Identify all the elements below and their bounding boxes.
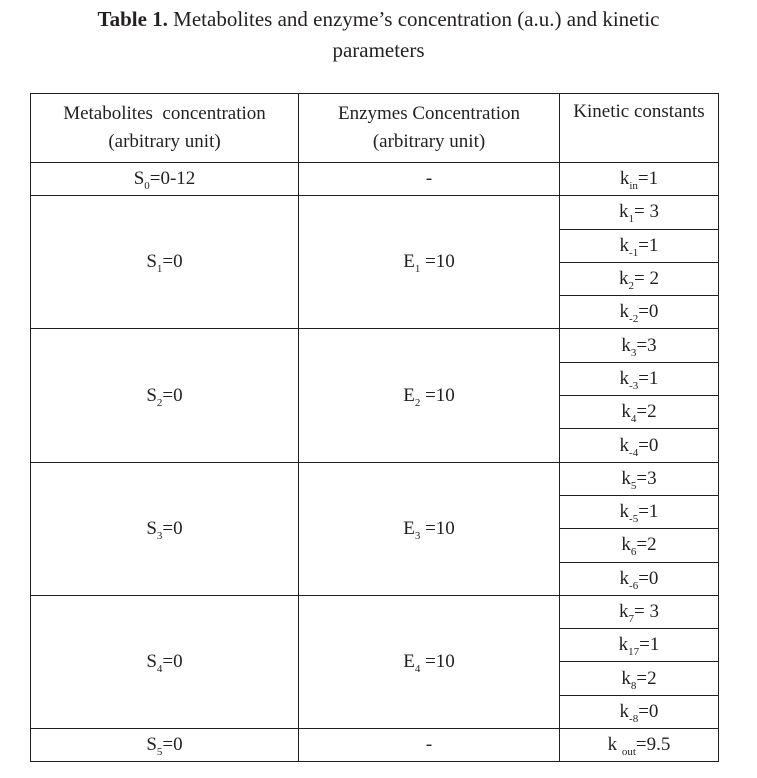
enzyme-s4-base: E [403,650,415,672]
kinetic-constant-s5-0-subscript: out [621,746,636,759]
kinetic-cell [560,662,719,695]
kinetic-constant-s1-3-value: =0 [638,301,659,323]
table-row [31,196,719,229]
kinetic-constant-s4-1-value: =1 [639,634,660,656]
kinetic-constant-s2-0-subscript: 3 [630,346,637,359]
kinetic-cell [560,262,719,295]
kinetic-constant-s0-0-subscript: in [629,180,638,193]
metabolite-cell [31,729,299,762]
kinetic-constant-s3-1-subscript: -5 [629,513,639,526]
enzyme-s3 [403,518,455,540]
metabolite-s3-value: =0 [162,517,183,539]
enzyme-s1-value: =10 [420,251,455,273]
kinetic-constant-s2-3-value: =0 [638,434,659,456]
kinetic-constant-s3-2-base: k [621,534,631,556]
kinetic-cell [560,629,719,662]
kinetic-cell [560,296,719,329]
kinetic-cell [560,729,719,762]
kinetic-constant-s4-0-subscript: 7 [628,613,635,625]
kinetic-constant-s2-2-subscript: 4 [630,413,637,426]
metabolite-s1-subscript: 1 [156,263,163,276]
kinetic-constant-s5-0-value: =9.5 [635,734,671,756]
kinetic-constant-s4-3-value: =0 [638,700,659,722]
header-row [31,94,719,163]
metabolite-cell [31,595,299,728]
caption-label: Table 1. [97,7,168,31]
metabolite-s3-base: S [146,517,157,539]
metabolite-s4-value: =0 [162,650,183,672]
kinetic-constant-s2-2 [621,401,657,426]
header-metabolites [31,94,299,163]
kinetic-cell [560,429,719,462]
kinetic-constant-s3-1-base: k [619,501,630,523]
enzyme-s5-dash: - [425,734,433,756]
enzyme-s4-subscript: 4 [414,662,421,675]
kinetic-constant-s2-1-value: =1 [638,367,659,389]
kinetic-cell [560,329,719,362]
kinetic-constant-s4-2-value: =2 [636,667,657,689]
kinetic-constant-s4-1 [618,634,660,659]
caption-line-2: parameters [332,38,425,62]
enzyme-s4-value: =10 [420,650,455,672]
kinetic-cell [560,396,719,429]
metabolite-s2 [146,385,182,407]
enzyme-s0-dash: - [425,168,433,190]
kinetic-constant-s2-0 [621,335,656,357]
metabolite-s5-value: =0 [162,734,183,756]
kinetic-constant-s4-1-subscript: 17 [628,646,640,659]
kinetic-constant-s4-2-base: k [621,667,631,689]
header-metabolites-line2: (arbitrary unit) [108,131,221,152]
metabolite-cell [31,462,299,595]
kinetic-cell [560,695,719,728]
metabolite-s5 [146,734,183,759]
kinetic-cell [560,495,719,528]
caption-text: Metabolites and enzyme’s concentration (a.u.) and kinetic [167,7,660,31]
kinetic-constant-s4-0-base: k [619,601,629,622]
metabolite-s1-value: =0 [162,251,183,273]
kinetic-constant-s2-0-base: k [621,334,631,356]
kinetic-constant-s3-3 [620,568,659,590]
kinetic-constant-s3-0-base: k [621,467,631,489]
table-body [31,163,719,762]
kinetic-constant-s1-0-base: k [619,201,629,223]
kinetic-constant-s2-3-base: k [619,434,630,456]
header-enzymes-line1: Enzymes Concentration [337,103,521,124]
kinetic-constant-s3-3-value: =0 [638,567,659,589]
table-caption [0,4,757,66]
kinetics-table [30,93,719,762]
metabolite-s1-base: S [146,251,157,273]
kinetic-constant-s4-1-base: k [618,634,629,656]
kinetic-constant-s4-2-subscript: 8 [630,679,637,692]
kinetic-cell [560,196,719,229]
kinetic-constant-s4-0-value: = 3 [634,601,659,622]
kinetic-constant-s1-3 [619,301,659,326]
enzyme-s3-value: =10 [420,517,455,539]
kinetic-cell [560,595,719,628]
metabolite-s2-value: =0 [162,384,183,406]
metabolite-s0-subscript: 0 [144,180,150,193]
enzyme-s2-base: E [403,384,415,406]
table-row [31,163,719,196]
metabolite-s0-value: =0-12 [149,168,196,190]
header-enzymes [299,94,560,163]
enzyme-s3-base: E [403,517,415,539]
kinetic-constant-s1-3-subscript: -2 [629,313,639,326]
kinetic-constant-s2-3-subscript: -4 [629,446,639,459]
kinetic-constant-s1-1 [620,235,659,257]
kinetic-cell [560,529,719,562]
kinetic-constant-s4-3-base: k [619,700,630,722]
kinetic-constant-s3-0-value: =3 [636,467,657,489]
kinetic-constant-s3-2-value: =2 [636,534,657,556]
enzyme-cell [299,462,560,595]
metabolite-cell [31,196,299,329]
kinetic-cell [560,462,719,495]
metabolite-s0-base: S [133,168,145,190]
kinetic-constant-s3-1-value: =1 [638,501,659,523]
metabolite-s3 [146,518,182,540]
kinetic-constant-s3-0 [621,468,656,490]
kinetic-constant-s0-0-base: k [619,168,630,190]
header-kinetic [560,94,719,163]
metabolite-s0 [133,168,196,193]
kinetic-constant-s1-3-base: k [619,301,630,323]
enzyme-s1 [403,251,455,276]
kinetic-cell [560,562,719,595]
kinetic-constant-s1-1-subscript: -1 [629,246,639,259]
kinetic-constant-s2-1 [620,368,659,390]
kinetic-constant-s2-1-base: k [619,367,630,389]
kinetic-constant-s2-1-subscript: -3 [629,379,639,392]
kinetic-constant-s4-2 [621,668,656,690]
kinetic-constant-s3-0-subscript: 5 [630,479,637,492]
kinetic-constant-s3-1 [619,501,659,526]
kinetic-constant-s2-0-value: =3 [636,334,657,356]
header-kinetic-label: Kinetic constants [573,101,705,122]
enzyme-s2 [403,385,455,407]
kinetic-constant-s1-2 [619,268,659,293]
kinetic-constant-s1-2-subscript: 2 [628,280,635,293]
kinetic-constant-s1-0-subscript: 1 [628,213,635,226]
kinetic-constant-s1-0-value: = 3 [634,201,659,223]
kinetic-constant-s1-1-base: k [619,234,630,256]
enzyme-s1-base: E [403,251,415,273]
table-row [31,595,719,628]
enzyme-cell [299,329,560,462]
metabolite-cell [31,163,299,196]
enzyme-s4 [403,651,455,673]
metabolite-cell [31,329,299,462]
enzyme-cell [299,163,560,196]
kinetic-constant-s0-0-value: =1 [637,168,659,190]
metabolite-s1 [146,251,183,276]
kinetic-cell [560,229,719,262]
metabolite-s3-subscript: 3 [156,529,163,542]
kinetic-constant-s0-0 [619,168,659,193]
kinetic-cell [560,362,719,395]
caption-line-1 [0,4,757,35]
kinetic-constant-s1-2-value: = 2 [634,268,659,290]
table-row [31,462,719,495]
kinetic-constant-s3-2 [621,534,657,559]
kinetic-constant-s5-0 [607,734,671,759]
metabolite-s4 [146,651,182,673]
enzyme-s2-value: =10 [420,384,455,406]
header-metabolites-line1: Metabolites concentration [63,103,266,124]
metabolite-s4-subscript: 4 [156,662,163,675]
kinetic-constant-s3-3-subscript: -6 [629,579,639,592]
metabolite-s5-base: S [146,734,157,756]
table-row [31,329,719,362]
enzyme-s2-subscript: 2 [414,396,421,409]
kinetic-constant-s3-2-subscript: 6 [630,546,637,559]
kinetic-constant-s2-2-base: k [621,401,631,423]
header-enzymes-line2: (arbitrary unit) [372,131,486,152]
enzyme-s1-subscript: 1 [414,263,421,276]
metabolite-s4-base: S [146,650,157,672]
kinetic-constant-s1-1-value: =1 [638,234,659,256]
enzyme-cell [299,196,560,329]
kinetic-constant-s2-3 [620,435,659,457]
enzyme-s3-subscript: 3 [414,529,421,542]
metabolite-s2-base: S [146,384,157,406]
kinetic-constant-s4-3-subscript: -8 [629,712,639,725]
kinetic-constant-s1-0 [619,201,659,226]
enzyme-cell [299,595,560,728]
kinetic-constant-s1-2-base: k [619,268,629,290]
metabolite-s2-subscript: 2 [156,396,163,409]
metabolite-s5-subscript: 5 [156,746,163,759]
enzyme-cell [299,729,560,762]
kinetic-constant-s4-0 [619,601,659,623]
kinetic-constant-s2-2-value: =2 [636,401,657,423]
table-row [31,729,719,762]
kinetic-constant-s4-3 [620,701,659,723]
kinetic-constant-s5-0-base: k [607,734,622,756]
kinetic-constant-s3-3-base: k [619,567,630,589]
kinetic-cell [560,163,719,196]
